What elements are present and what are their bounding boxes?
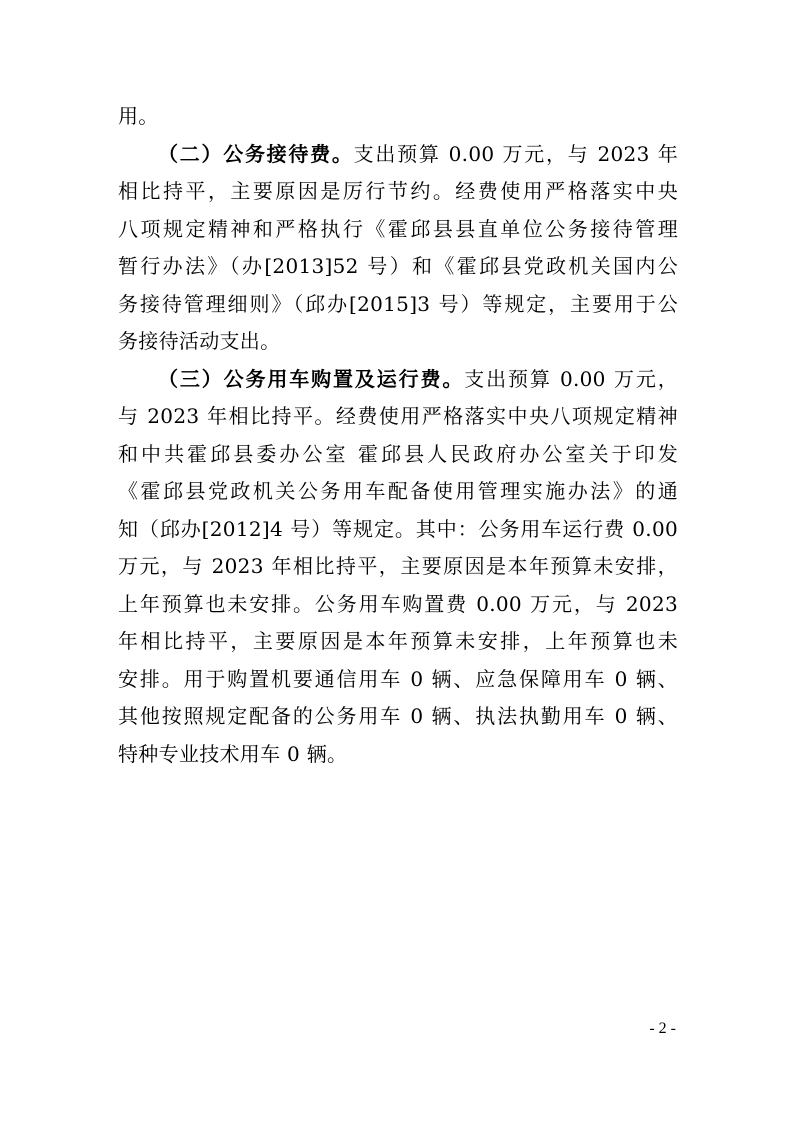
text-line: 万元，与 2023 年相比持平，主要原因是本年预算未安排，	[118, 554, 678, 578]
paragraph-reception-expenses	[118, 136, 678, 361]
text-line: 用。	[118, 104, 159, 128]
paragraph-continuation	[118, 98, 678, 136]
text-line: 其他按照规定配备的公务用车 0 辆、执法执勤用车 0 辆、	[118, 704, 678, 728]
section-heading: （二）公务接待费。	[158, 141, 354, 166]
text-line	[118, 361, 678, 399]
section-heading: （三）公务用车购置及运行费。	[158, 366, 465, 391]
text-line: 八项规定精神和严格执行《霍邱县县直单位公务接待管理	[118, 216, 678, 241]
text-span: 支出预算 0.00 万元，与 2023 年	[353, 141, 678, 166]
text-line: 和中共霍邱县委办公室 霍邱县人民政府办公室关于印发	[118, 441, 678, 466]
text-span: 支出预算 0.00 万元，	[464, 366, 678, 391]
text-line	[118, 136, 678, 174]
text-line: 务接待管理细则》（邱办[2015]3 号）等规定，主要用于公	[118, 291, 678, 316]
paragraph-vehicle-expenses	[118, 361, 678, 774]
text-line: 年相比持平，主要原因是本年预算未安排，上年预算也未	[118, 629, 678, 653]
text-line: 《霍邱县党政机关公务用车配备使用管理实施办法》的通	[118, 479, 678, 503]
page-number: - 2 -	[649, 1020, 676, 1037]
text-line: 安排。用于购置机要通信用车 0 辆、应急保障用车 0 辆、	[118, 666, 678, 691]
text-line: 相比持平，主要原因是厉行节约。经费使用严格落实中央	[118, 179, 678, 203]
text-line: 特种专业技术用车 0 辆。	[118, 741, 348, 766]
text-line: 知（邱办[2012]4 号）等规定。其中：公务用车运行费 0.00	[118, 516, 678, 541]
text-line: 上年预算也未安排。公务用车购置费 0.00 万元，与 2023	[118, 591, 678, 616]
document-body	[118, 98, 678, 773]
text-line: 暂行办法》（办[2013]52 号）和《霍邱县党政机关国内公	[118, 254, 678, 278]
text-line: 与 2023 年相比持平。经费使用严格落实中央八项规定精神	[118, 404, 678, 428]
text-line: 务接待活动支出。	[118, 329, 281, 353]
